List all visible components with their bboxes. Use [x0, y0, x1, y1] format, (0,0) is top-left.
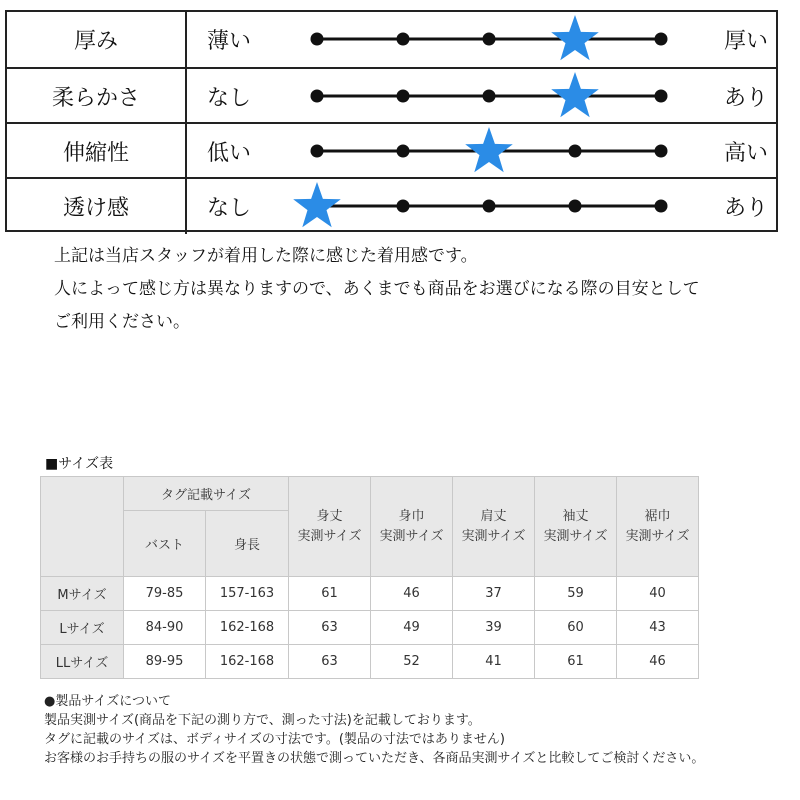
bust-header: バスト [124, 511, 206, 577]
feel-label: 厚み [7, 12, 187, 67]
scale-dot [655, 145, 668, 158]
feel-label: 伸縮性 [7, 124, 187, 179]
scale-dot [397, 145, 410, 158]
corner-cell [41, 477, 124, 577]
measure-cell: 46 [617, 645, 699, 679]
table-row [41, 577, 699, 611]
scale-dot [311, 90, 324, 103]
scale-dot [569, 200, 582, 213]
bust-cell: 84-90 [124, 611, 206, 645]
feel-left-label: なし [207, 86, 252, 111]
scale-dot [311, 33, 324, 46]
feel-label: 柔らかさ [7, 69, 187, 124]
measure-cell: 61 [289, 577, 371, 611]
feel-row-sheerness [7, 177, 776, 234]
feel-scale [297, 12, 677, 67]
feel-right-label: あり [723, 86, 768, 111]
col-header [453, 477, 535, 577]
feel-scale [297, 69, 677, 124]
scale-dot [483, 200, 496, 213]
feel-label: 透け感 [7, 179, 187, 234]
table-row [41, 645, 699, 679]
feel-right-label: 厚い [723, 29, 768, 54]
scale-dot [397, 33, 410, 46]
feel-left-label: なし [207, 196, 252, 221]
measure-cell: 52 [371, 645, 453, 679]
feel-scale [297, 124, 677, 179]
scale-dot [569, 145, 582, 158]
col-header-sub: 実測サイズ [543, 528, 608, 544]
measure-cell: 49 [371, 611, 453, 645]
wearing-feel-note [54, 240, 700, 339]
col-header-name: 裾巾 [644, 508, 671, 524]
scale-dot [655, 200, 668, 213]
col-header [371, 477, 453, 577]
height-header: 身長 [206, 511, 289, 577]
col-header-sub: 実測サイズ [297, 528, 362, 544]
feel-left-label: 低い [207, 141, 252, 166]
feel-row-thickness [7, 12, 776, 67]
bust-cell: 89-95 [124, 645, 206, 679]
height-cell: 162-168 [206, 611, 289, 645]
col-header-name: 身丈 [316, 508, 343, 524]
note-line: 上記は当店スタッフが着用した際に感じた着用感です。 [54, 246, 478, 266]
measure-cell: 39 [453, 611, 535, 645]
feel-row-softness [7, 67, 776, 124]
feel-right-label: 高い [723, 141, 768, 166]
scale-dot [311, 145, 324, 158]
measure-cell: 46 [371, 577, 453, 611]
feel-row-stretch [7, 122, 776, 179]
size-table [40, 476, 699, 679]
col-header-sub: 実測サイズ [461, 528, 526, 544]
measure-cell: 43 [617, 611, 699, 645]
col-header-sub: 実測サイズ [379, 528, 444, 544]
scale-dot [483, 33, 496, 46]
tag-size-header: タグ記載サイズ [124, 477, 289, 511]
rating-star-icon [293, 182, 341, 227]
col-header-name: 身巾 [398, 508, 425, 524]
size-name-cell: LLサイズ [41, 645, 124, 679]
col-header-name: 肩丈 [480, 508, 507, 524]
feel-scale [297, 179, 677, 234]
note-line: 人によって感じ方は異なりますので、あくまでも商品をお選びになる際の目安として [54, 279, 700, 299]
rating-star-icon [551, 15, 599, 60]
product-size-notes [44, 692, 704, 768]
scale-dot [483, 90, 496, 103]
col-header [617, 477, 699, 577]
measure-cell: 63 [289, 611, 371, 645]
product-note-line: お客様のお手持ちの服のサイズを平置きの状態で測っていただき、各商品実測サイズと比較してご検討ください。 [44, 751, 705, 766]
size-name-cell: Mサイズ [41, 577, 124, 611]
measure-cell: 40 [617, 577, 699, 611]
scale-dot [655, 90, 668, 103]
bust-cell: 79-85 [124, 577, 206, 611]
feel-scale-table [5, 10, 778, 232]
note-line: ご利用ください。 [54, 312, 190, 332]
measure-cell: 59 [535, 577, 617, 611]
scale-dot [655, 33, 668, 46]
size-table-heading: ■サイズ表 [45, 456, 114, 472]
rating-star-icon [551, 72, 599, 117]
measure-cell: 61 [535, 645, 617, 679]
product-note-line: タグに記載のサイズは、ボディサイズの寸法です。(製品の寸法ではありません) [44, 732, 505, 747]
col-header [535, 477, 617, 577]
scale-dot [397, 90, 410, 103]
rating-star-icon [465, 127, 513, 172]
feel-right-label: あり [723, 196, 768, 221]
measure-cell: 41 [453, 645, 535, 679]
height-cell: 157-163 [206, 577, 289, 611]
product-notes-title: ●製品サイズについて [44, 694, 172, 709]
measure-cell: 63 [289, 645, 371, 679]
col-header-name: 袖丈 [562, 508, 589, 524]
col-header [289, 477, 371, 577]
col-header-sub: 実測サイズ [625, 528, 690, 544]
measure-cell: 60 [535, 611, 617, 645]
size-name-cell: Lサイズ [41, 611, 124, 645]
table-row [41, 611, 699, 645]
height-cell: 162-168 [206, 645, 289, 679]
scale-dot [397, 200, 410, 213]
feel-left-label: 薄い [207, 29, 252, 54]
measure-cell: 37 [453, 577, 535, 611]
product-note-line: 製品実測サイズ(商品を下記の測り方で、測った寸法)を記載しております。 [44, 713, 481, 728]
